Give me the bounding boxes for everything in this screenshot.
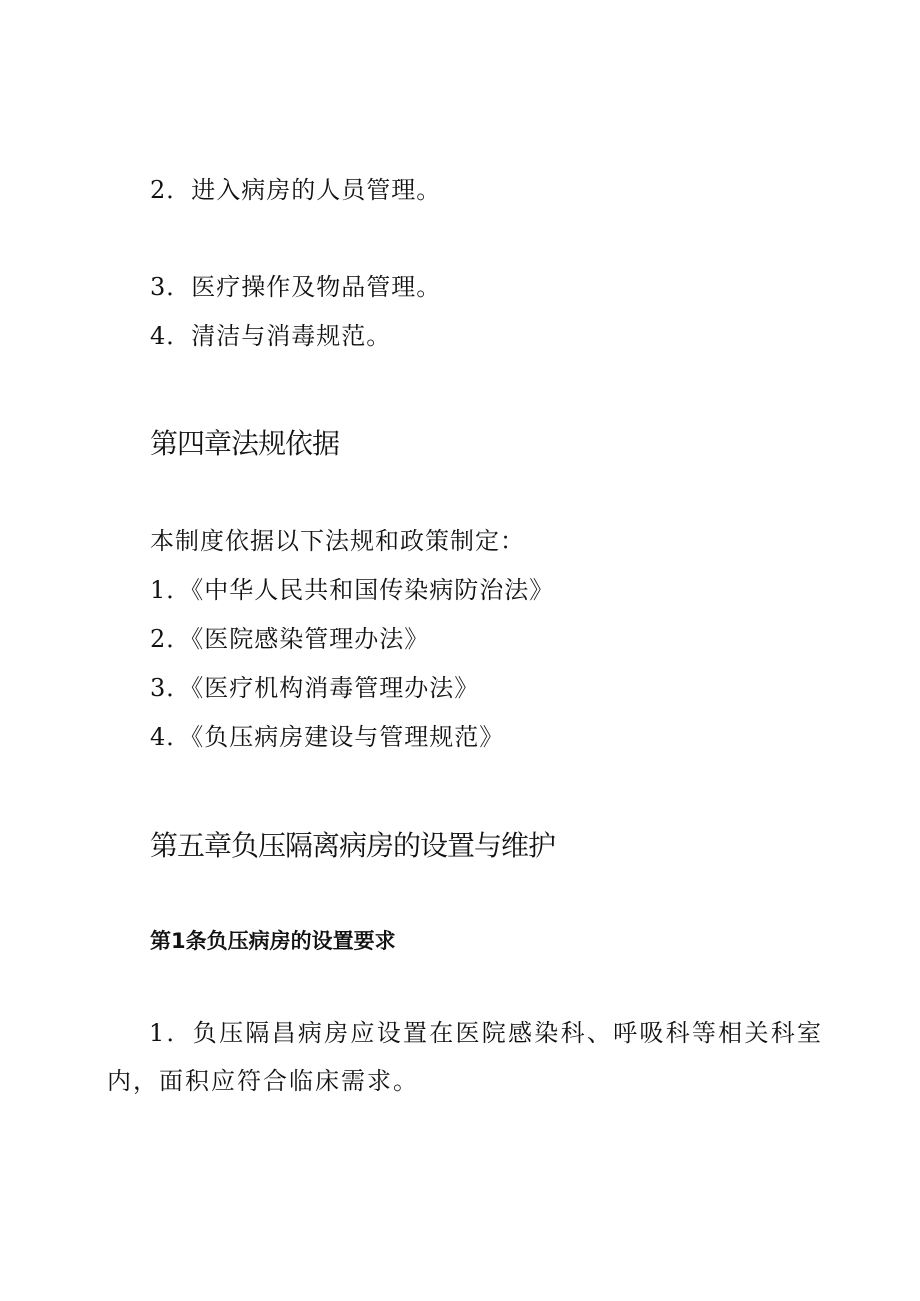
- article-1-paragraph: 1．负压隔昌病房应设置在医院感染科、呼吸科等相关科室内，面积应符合临床需求。: [107, 1019, 823, 1095]
- chapter-4-title: 第四章法规依据: [150, 427, 340, 460]
- law-item-4: 4．《负压病房建设与管理规范》: [150, 723, 505, 751]
- article-1-title: 第1条负压病房的设置要求: [150, 929, 396, 953]
- list-item-personnel: 2．进入病房的人员管理。: [150, 176, 442, 204]
- law-item-2: 2．《医院感染管理办法》: [150, 625, 430, 653]
- chapter-4-intro: 本制度依据以下法规和政策制定：: [150, 527, 525, 555]
- chapter-5-title: 第五章负压隔离病房的设置与维护: [150, 829, 556, 862]
- list-item-operations: 3．医疗操作及物品管理。: [150, 273, 442, 301]
- list-item-cleaning: 4．清洁与消毒规范。: [150, 322, 392, 350]
- law-item-3: 3．《医疗机构消毒管理办法》: [150, 674, 480, 702]
- law-item-1: 1．《中华人民共和国传染病防治法》: [150, 576, 555, 604]
